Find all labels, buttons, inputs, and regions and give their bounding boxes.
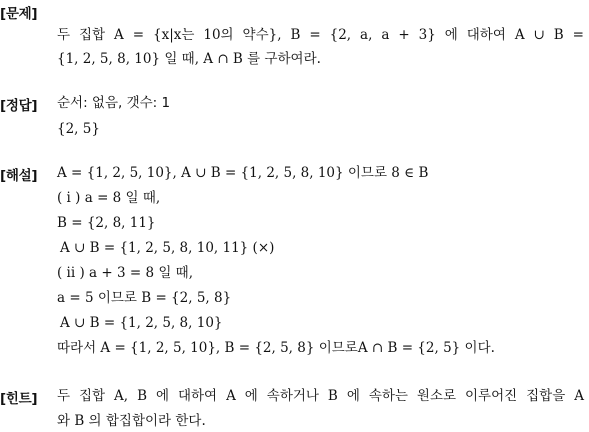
answer-value: {2, 5}: [57, 121, 100, 137]
problem-label: [문제]: [0, 6, 38, 22]
solution-line: B = {2, 8, 11}: [57, 215, 156, 231]
problem-text-line-2: {1, 2, 5, 8, 10} 일 때, A ∩ B 를 구하여라.: [57, 51, 321, 67]
solution-line: A = {1, 2, 5, 10}, A ∪ B = {1, 2, 5, 8, 10} 이므로 8 ∈ B: [57, 165, 429, 181]
solution-line: ( i ) a = 8 일 때,: [57, 190, 161, 206]
solution-line: a = 5 이므로 B = {2, 5, 8}: [57, 290, 232, 306]
solution-line: 따라서 A = {1, 2, 5, 10}, B = {2, 5, 8} 이므로A ∩ B = {2, 5} 이다.: [57, 340, 495, 356]
solution-line: ( ii ) a + 3 = 8 일 때,: [57, 265, 194, 281]
solution-line: A ∪ B = {1, 2, 5, 8, 10}: [60, 315, 223, 331]
answer-label: [정답]: [0, 98, 38, 114]
hint-label: [힌트]: [0, 391, 38, 407]
hint-text-line-1: 두 집합 A, B 에 대하여 A 에 속하거나 B 에 속하는 원소로 이루어진 집합을 A: [57, 388, 584, 404]
hint-text-line-2: 와 B 의 합집합이라 한다.: [57, 413, 206, 429]
problem-text-line-1: 두 집합 A = {x|x는 10의 약수}, B = {2, a, a + 3} 에 대하여 A ∪ B =: [57, 27, 584, 43]
solution-label: [해설]: [0, 168, 38, 184]
solution-line: A ∪ B = {1, 2, 5, 8, 10, 11} (×): [60, 240, 275, 256]
answer-order-count: 순서: 없음, 갯수: 1: [57, 95, 171, 111]
